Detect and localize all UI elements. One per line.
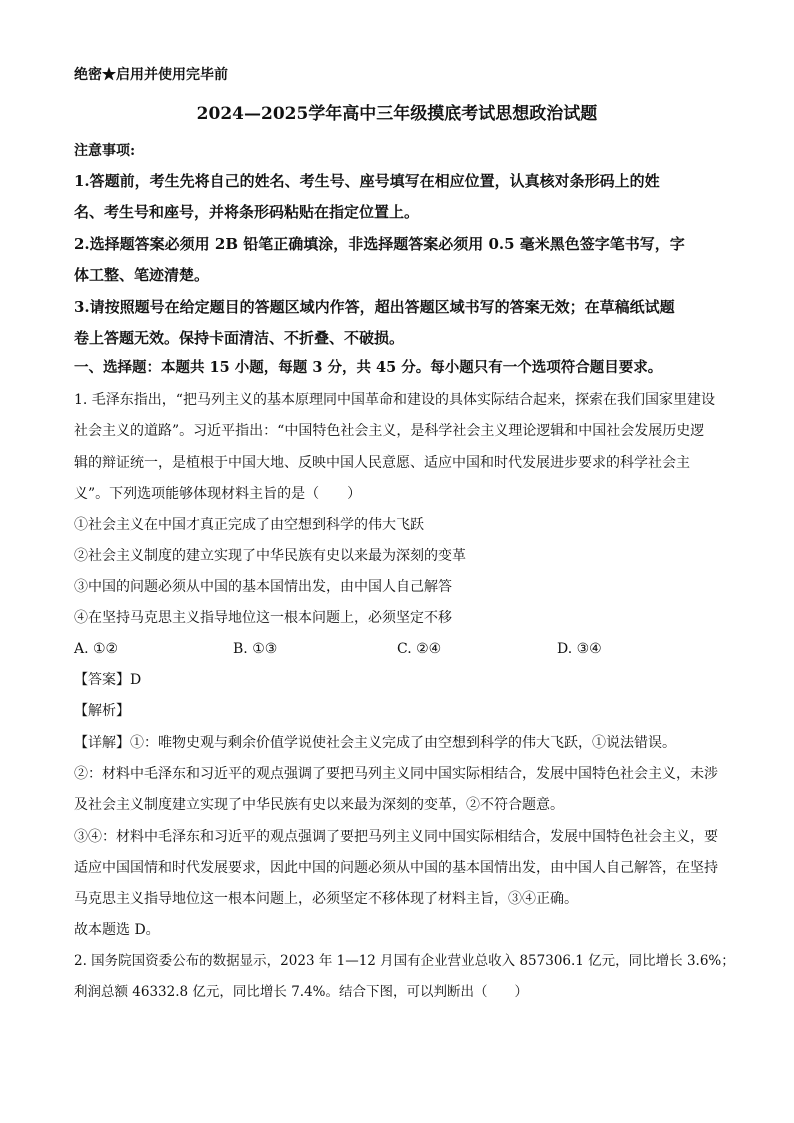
section-heading: 一、选择题：本题共 15 小题，每题 3 分，共 45 分。每小题只有一个选项符合题目要求。 xyxy=(74,359,663,376)
exam-title: 2024—2025学年高中三年级摸底考试思想政治试题 xyxy=(196,104,598,124)
analysis-line: 马克思主义指导地位这一根本问题上，必须坚定不移体现了材料主旨，③④正确。 xyxy=(74,891,578,907)
notice-line: 体工整、笔迹清楚。 xyxy=(74,266,210,284)
analysis-heading: 【解析】 xyxy=(74,703,130,719)
analysis-line: 【详解】①：唯物史观与剩余价值学说使社会主义完成了由空想到科学的伟大飞跃，①说法错误。 xyxy=(74,735,676,751)
statement-4: ④在坚持马克思主义指导地位这一根本问题上，必须坚定不移 xyxy=(74,610,452,626)
statement-1: ①社会主义在中国才真正完成了由空想到科学的伟大飞跃 xyxy=(74,517,424,533)
question-stem-line: 社会主义的道路”。习近平指出：“中国特色社会主义，是科学社会主义理论逻辑和中国社会发展历史逻 xyxy=(74,423,705,439)
notice-line: 卷上答题无效。保持卡面清洁、不折叠、不破损。 xyxy=(74,329,405,347)
secret-mark: 绝密★启用并使用完毕前 xyxy=(74,67,228,83)
question-stem-line: 1. 毛泽东指出，“把马列主义的基本原理同中国革命和建设的具体实际结合起来，探索在我们国家里建设 xyxy=(74,392,715,408)
option-a[interactable]: A. ①② xyxy=(74,641,119,657)
statement-2: ②社会主义制度的建立实现了中华民族有史以来最为深刻的变革 xyxy=(74,548,466,564)
analysis-line: ②：材料中毛泽东和习近平的观点强调了要把马列主义同中国实际相结合，发展中国特色社会主义，未涉 xyxy=(74,766,718,782)
question-stem-line: 2. 国务院国资委公布的数据显示，2023 年 1—12 月国有企业营业总收入 857306.1 亿元，同比增长 3.6%； xyxy=(74,953,735,969)
question-stem-line: 义”。下列选项能够体现材料主旨的是（ ） xyxy=(74,486,362,502)
analysis-conclusion: 故本题选 D。 xyxy=(74,922,160,938)
analysis-line: 适应中国国情和时代发展要求，因此中国的问题必须从中国的基本国情出发，由中国人自己解答，在坚持 xyxy=(74,860,718,876)
analysis-line: ③④：材料中毛泽东和习近平的观点强调了要把马列主义同中国实际相结合，发展中国特色社会主义，要 xyxy=(74,829,718,845)
question-stem-line: 利润总额 46332.8 亿元，同比增长 7.4%。结合下图，可以判断出（ ） xyxy=(74,984,528,1000)
statement-3: ③中国的问题必须从中国的基本国情出发，由中国人自己解答 xyxy=(74,579,452,595)
answer-label: 【答案】D xyxy=(74,672,142,688)
analysis-line: 及社会主义制度建立实现了中华民族有史以来最为深刻的变革，②不符合题意。 xyxy=(74,797,564,813)
notice-line: 名、考生号和座号，并将条形码粘贴在指定位置上。 xyxy=(74,203,420,221)
notice-heading: 注意事项: xyxy=(74,143,136,159)
option-b[interactable]: B. ①③ xyxy=(233,641,278,657)
option-d[interactable]: D. ③④ xyxy=(557,641,602,657)
option-c[interactable]: C. ②④ xyxy=(397,641,442,657)
question-stem-line: 辑的辩证统一，是植根于中国大地、反映中国人民意愿、适应中国和时代发展进步要求的科学社会主 xyxy=(74,455,690,471)
notice-line: 1.答题前，考生先将自己的姓名、考生号、座号填写在相应位置，认真核对条形码上的姓 xyxy=(74,172,660,190)
notice-line: 3.请按照题号在给定题目的答题区域内作答，超出答题区域书写的答案无效；在草稿纸试题 xyxy=(74,298,675,316)
notice-line: 2.选择题答案必须用 2B 铅笔正确填涂，非选择题答案必须用 0.5 毫米黑色签字笔书写，字 xyxy=(74,235,685,253)
